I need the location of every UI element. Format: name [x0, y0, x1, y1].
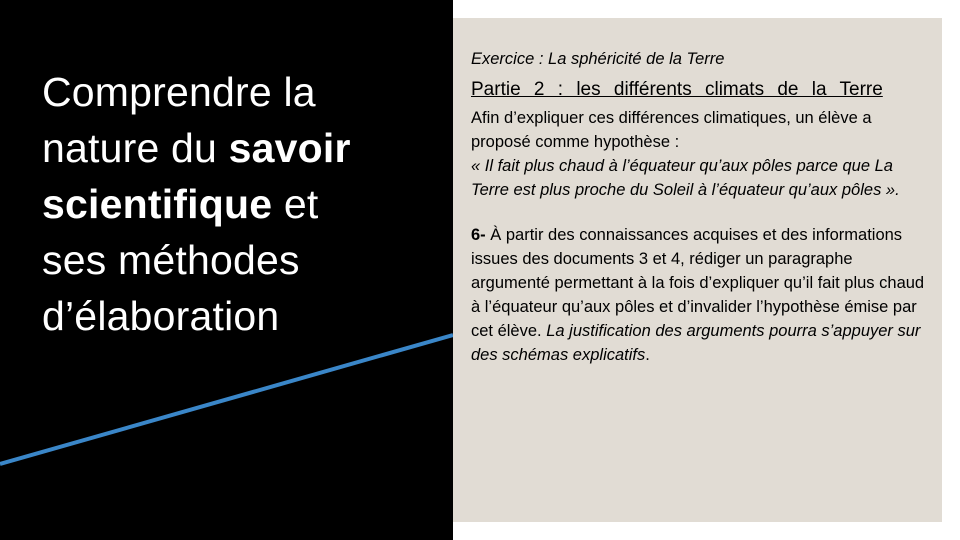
- title-line-1: Comprendre la: [42, 69, 316, 115]
- title-panel: [0, 0, 453, 540]
- decorative-diagonal-line: [0, 0, 453, 540]
- exercise-panel: [453, 18, 942, 522]
- question-number: 6-: [471, 226, 486, 244]
- title-line-2-normal: nature du: [42, 125, 229, 171]
- title-line-2-bold: savoir: [228, 125, 351, 171]
- intro-paragraph: [471, 106, 933, 202]
- question-text: À partir des connaissances acquises et des informations issues des documents 3 et 4, rédiger un paragraphe argumenté permettant à la fois d’expliquer qu’il fait plus chaud à l’équateur qu’aux pôles et d’invalider l’hypothèse émise par cet élève.: [471, 226, 925, 340]
- question-end: .: [645, 346, 650, 364]
- title-line-3-bold: scientifique: [42, 181, 273, 227]
- title-line-3-normal: et: [272, 181, 319, 227]
- accent-line: [0, 335, 453, 464]
- intro-text: Afin d’expliquer ces différences climatiques, un élève a proposé comme hypothèse :: [471, 109, 872, 151]
- question-6: [471, 223, 933, 367]
- title-line-4: ses méthodes: [42, 237, 300, 283]
- part-title: Partie 2 : les différents climats de la Terre: [471, 79, 883, 100]
- title-line-5: d’élaboration: [42, 293, 280, 339]
- hypothesis-text: « Il fait plus chaud à l’équateur qu’aux pôles parce que La Terre est plus proche du Soleil à l’équateur qu’aux pôles ».: [471, 157, 900, 199]
- exercise-content: [471, 48, 933, 367]
- question-note: La justification des arguments pourra s’appuyer sur des schémas explicatifs: [471, 322, 921, 364]
- exercise-title: Exercice : La sphéricité de la Terre: [471, 50, 725, 68]
